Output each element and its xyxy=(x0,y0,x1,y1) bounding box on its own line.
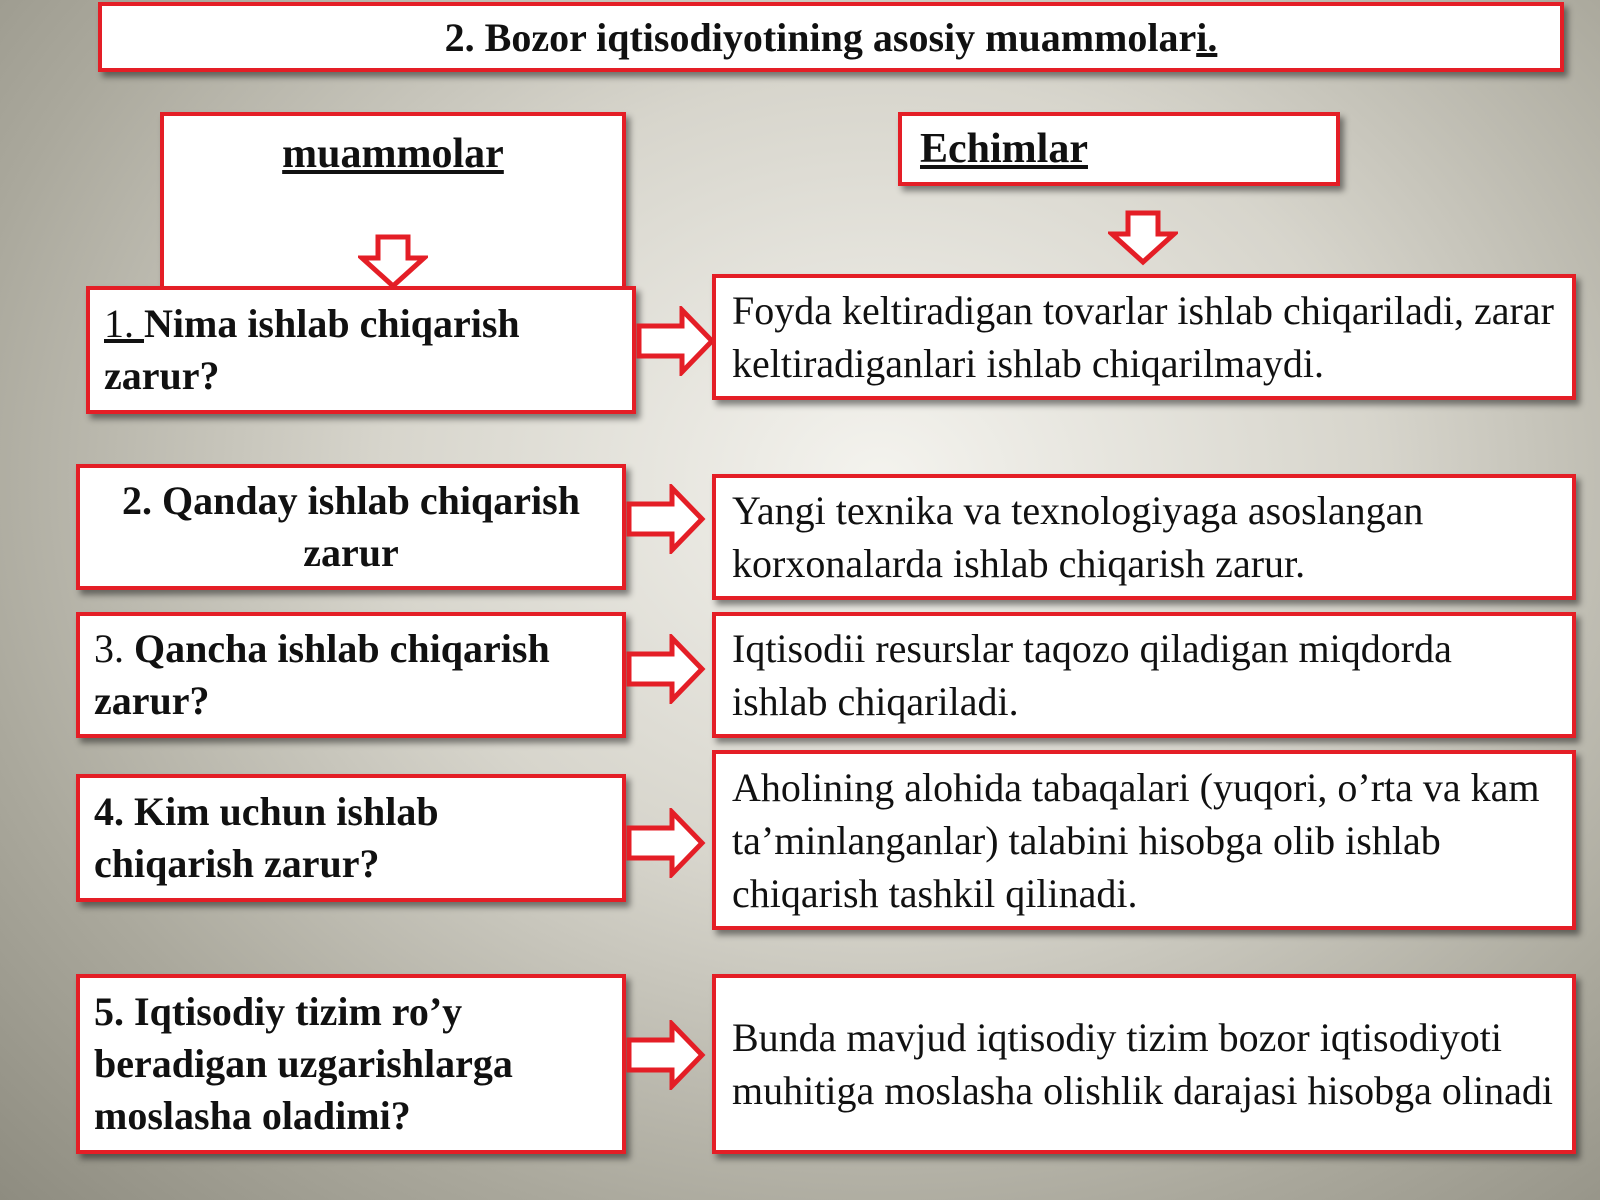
solution-text-4: Aholining alohida tabaqalari (yuqori, o’rta va kam ta’minlanganlar) talabini hisobga olib ishlab chiqarish tashkil qilinadi. xyxy=(732,764,1540,916)
solution-box-4 xyxy=(712,750,1576,930)
solution-box-2 xyxy=(712,474,1576,600)
problem-text-2: 2. Qanday ishlab chiqarish zarur xyxy=(122,478,580,575)
problem-text-1: 1. Nima ishlab chiqarish zarur? xyxy=(104,301,520,398)
solution-box-3 xyxy=(712,612,1576,738)
problem-box-4 xyxy=(76,774,626,902)
right-arrow-icon xyxy=(626,634,706,704)
problem-number-1: 1. xyxy=(104,301,144,346)
solution-box-1 xyxy=(712,274,1576,400)
problem-box-5 xyxy=(76,974,626,1154)
problem-text-4: 4. Kim uchun ishlab chiqarish zarur? xyxy=(94,789,439,886)
problem-number-3: 3. xyxy=(94,626,134,671)
solutions-header-label: Echimlar xyxy=(920,126,1088,172)
right-arrow-icon xyxy=(626,484,706,554)
title-tail: i. xyxy=(1196,14,1218,60)
right-arrow-icon xyxy=(626,808,706,878)
down-arrow-icon xyxy=(1108,210,1178,266)
solution-text-1: Foyda keltiradigan tovarlar ishlab chiqariladi, zarar keltiradiganlari ishlab chiqarilmaydi. xyxy=(732,288,1554,386)
right-arrow-icon xyxy=(626,1020,706,1090)
page-title xyxy=(98,2,1564,72)
right-arrow-icon xyxy=(636,306,716,376)
solutions-header xyxy=(898,112,1340,186)
problems-header-label: muammolar xyxy=(282,131,504,177)
solution-text-2: Yangi texnika va texnologiyaga asoslangan korxonalarda ishlab chiqarish zarur. xyxy=(732,488,1424,586)
problem-box-2 xyxy=(76,464,626,590)
problem-box-1 xyxy=(86,286,636,414)
problem-text-5: 5. Iqtisodiy tizim ro’y beradigan uzgarishlarga moslasha oladimi? xyxy=(94,989,513,1138)
solution-text-3: Iqtisodii resurslar taqozo qiladigan miqdorda ishlab chiqariladi. xyxy=(732,626,1452,724)
down-arrow-icon xyxy=(358,234,428,290)
solution-text-5: Bunda mavjud iqtisodiy tizim bozor iqtisodiyoti muhitiga moslasha olishlik darajasi hisobga olinadi xyxy=(732,1015,1553,1113)
solution-box-5 xyxy=(712,974,1576,1154)
problem-text-3: 3. Qancha ishlab chiqarish zarur? xyxy=(94,626,550,723)
title-text: 2. Bozor iqtisodiyotining asosiy muammolar xyxy=(444,14,1197,60)
problem-box-3 xyxy=(76,612,626,738)
